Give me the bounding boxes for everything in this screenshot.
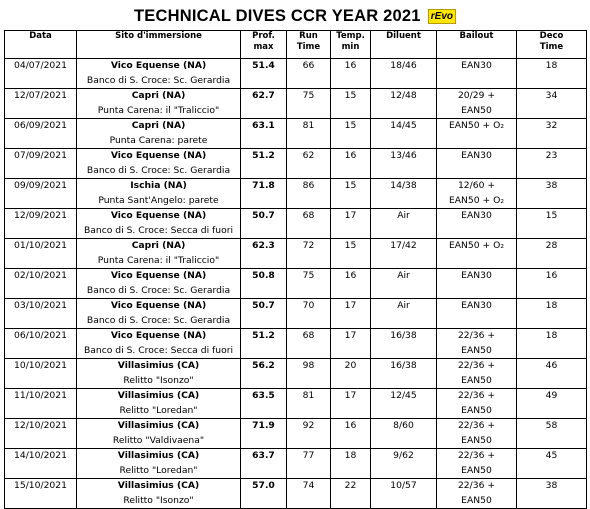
header-row [5, 31, 587, 59]
diluent: 8/60 [371, 419, 437, 449]
bailout [437, 239, 517, 269]
bailout-line-2: EAN50 [461, 404, 492, 416]
min-temp: 17 [331, 389, 371, 419]
site-place: Relitto "Isonzo" [123, 494, 194, 506]
site-place: Punta Carena: il "Traliccio" [97, 254, 220, 266]
site-name: Vico Equense (NA) [110, 270, 207, 281]
bailout-line-1: EAN30 [461, 150, 492, 161]
site-place: Relitto "Loredan" [119, 404, 198, 416]
bailout-line-1: EAN50 + O₂ [448, 120, 505, 131]
dive-date: 04/07/2021 [5, 59, 77, 89]
min-temp: 15 [331, 89, 371, 119]
bailout-line-2: EAN50 [461, 374, 492, 386]
site-name: Capri (NA) [131, 240, 186, 251]
bailout [437, 419, 517, 449]
header-deco-time: Deco Time [517, 31, 587, 59]
bailout-line-2: EAN50 [461, 344, 492, 356]
run-time: 68 [287, 329, 331, 359]
table-row [5, 389, 587, 419]
deco-time: 18 [517, 329, 587, 359]
diluent: Air [371, 209, 437, 239]
bailout [437, 149, 517, 179]
max-depth: 51.4 [241, 59, 287, 89]
table-row [5, 329, 587, 359]
dive-site [77, 179, 241, 209]
site-name: Capri (NA) [131, 90, 186, 101]
header-temp: Temp. min [331, 31, 371, 59]
site-place: Relitto "Isonzo" [123, 374, 194, 386]
min-temp: 15 [331, 119, 371, 149]
table-row [5, 209, 587, 239]
run-time: 70 [287, 299, 331, 329]
min-temp: 17 [331, 209, 371, 239]
min-temp: 20 [331, 359, 371, 389]
dive-date: 15/10/2021 [5, 479, 77, 509]
dive-date: 12/07/2021 [5, 89, 77, 119]
table-row [5, 179, 587, 209]
table-row [5, 119, 587, 149]
site-place: Relitto "Loredan" [119, 464, 198, 476]
bailout-line-2: EAN50 [461, 434, 492, 446]
table-row [5, 59, 587, 89]
deco-time: 18 [517, 299, 587, 329]
dive-date: 14/10/2021 [5, 449, 77, 479]
run-time: 81 [287, 119, 331, 149]
site-name: Villasimius (CA) [117, 450, 200, 461]
table-row [5, 269, 587, 299]
diluent: 9/62 [371, 449, 437, 479]
min-temp: 17 [331, 329, 371, 359]
run-time: 86 [287, 179, 331, 209]
bailout-line-1: 20/29 + [457, 90, 496, 101]
table-row [5, 449, 587, 479]
site-name: Vico Equense (NA) [110, 330, 207, 341]
site-name: Vico Equense (NA) [110, 210, 207, 221]
dive-site [77, 239, 241, 269]
max-depth: 56.2 [241, 359, 287, 389]
dive-date: 09/09/2021 [5, 179, 77, 209]
run-time: 75 [287, 269, 331, 299]
revo-logo: rEvo [428, 9, 456, 24]
bailout-line-1: 22/36 + [457, 420, 496, 431]
deco-time: 58 [517, 419, 587, 449]
bailout [437, 479, 517, 509]
site-name: Ischia (NA) [130, 180, 187, 191]
table-row [5, 299, 587, 329]
bailout [437, 449, 517, 479]
min-temp: 16 [331, 149, 371, 179]
site-place: Banco di S. Croce: Sc. Gerardia [86, 74, 231, 86]
diluent: 12/48 [371, 89, 437, 119]
run-time: 72 [287, 239, 331, 269]
run-time: 74 [287, 479, 331, 509]
dive-site [77, 329, 241, 359]
site-name: Villasimius (CA) [117, 480, 200, 491]
dive-site [77, 389, 241, 419]
site-name: Vico Equense (NA) [110, 60, 207, 71]
dive-date: 07/09/2021 [5, 149, 77, 179]
dive-site [77, 89, 241, 119]
site-name: Capri (NA) [131, 120, 186, 131]
deco-time: 23 [517, 149, 587, 179]
dive-date: 12/09/2021 [5, 209, 77, 239]
dive-date: 02/10/2021 [5, 269, 77, 299]
max-depth: 62.3 [241, 239, 287, 269]
max-depth: 57.0 [241, 479, 287, 509]
site-place: Punta Carena: il "Traliccio" [97, 104, 220, 116]
bailout-line-2: EAN50 [461, 104, 492, 116]
site-place: Banco di S. Croce: Sc. Gerardia [86, 164, 231, 176]
site-place: Banco di S. Croce: Sc. Gerardia [86, 284, 231, 296]
diluent: 16/38 [371, 359, 437, 389]
deco-time: 16 [517, 269, 587, 299]
min-temp: 18 [331, 449, 371, 479]
header-site: Sito d'immersione [77, 31, 241, 59]
min-temp: 15 [331, 179, 371, 209]
site-place: Banco di S. Croce: Secca di fuori [83, 224, 234, 236]
deco-time: 38 [517, 179, 587, 209]
run-time: 68 [287, 209, 331, 239]
site-name: Vico Equense (NA) [110, 300, 207, 311]
bailout [437, 359, 517, 389]
min-temp: 15 [331, 239, 371, 269]
bailout [437, 179, 517, 209]
dive-site [77, 209, 241, 239]
bailout-line-1: 22/36 + [457, 330, 496, 341]
dive-date: 10/10/2021 [5, 359, 77, 389]
min-temp: 22 [331, 479, 371, 509]
bailout-line-1: EAN30 [461, 60, 492, 71]
dive-date: 06/10/2021 [5, 329, 77, 359]
bailout [437, 329, 517, 359]
bailout [437, 269, 517, 299]
deco-time: 34 [517, 89, 587, 119]
diluent: 13/46 [371, 149, 437, 179]
bailout-line-2: EAN50 [461, 464, 492, 476]
max-depth: 50.8 [241, 269, 287, 299]
table-row [5, 149, 587, 179]
deco-time: 38 [517, 479, 587, 509]
site-place: Banco di S. Croce: Sc. Gerardia [86, 314, 231, 326]
max-depth: 62.7 [241, 89, 287, 119]
diluent: Air [371, 269, 437, 299]
diluent: 18/46 [371, 59, 437, 89]
max-depth: 71.9 [241, 419, 287, 449]
min-temp: 16 [331, 59, 371, 89]
dive-date: 01/10/2021 [5, 239, 77, 269]
max-depth: 50.7 [241, 299, 287, 329]
dive-site [77, 149, 241, 179]
max-depth: 50.7 [241, 209, 287, 239]
site-name: Vico Equense (NA) [110, 150, 207, 161]
run-time: 81 [287, 389, 331, 419]
table-row [5, 359, 587, 389]
dive-site [77, 419, 241, 449]
header-diluent: Diluent [371, 31, 437, 59]
site-name: Villasimius (CA) [117, 360, 200, 371]
dive-site [77, 299, 241, 329]
bailout-line-1: EAN30 [461, 210, 492, 221]
deco-time: 15 [517, 209, 587, 239]
deco-time: 32 [517, 119, 587, 149]
diluent: 14/38 [371, 179, 437, 209]
dive-date: 11/10/2021 [5, 389, 77, 419]
bailout [437, 119, 517, 149]
run-time: 62 [287, 149, 331, 179]
bailout-line-1: EAN30 [461, 270, 492, 281]
dive-date: 12/10/2021 [5, 419, 77, 449]
diluent: Air [371, 299, 437, 329]
dive-site [77, 359, 241, 389]
bailout-line-2: EAN50 [461, 494, 492, 506]
dive-site [77, 59, 241, 89]
max-depth: 71.8 [241, 179, 287, 209]
run-time: 77 [287, 449, 331, 479]
table-row [5, 239, 587, 269]
bailout-line-1: 22/36 + [457, 360, 496, 371]
bailout [437, 299, 517, 329]
bailout-line-1: 22/36 + [457, 450, 496, 461]
run-time: 75 [287, 89, 331, 119]
header-depth: Prof. max [241, 31, 287, 59]
dive-date: 03/10/2021 [5, 299, 77, 329]
bailout-line-1: 22/36 + [457, 480, 496, 491]
page-title: TECHNICAL DIVES CCR YEAR 2021 [133, 7, 421, 25]
max-depth: 63.5 [241, 389, 287, 419]
dive-log-table [4, 30, 587, 509]
min-temp: 16 [331, 419, 371, 449]
header-run-time: Run Time [287, 31, 331, 59]
bailout-line-2: EAN50 + O₂ [448, 194, 505, 206]
site-place: Punta Carena: parete [109, 134, 208, 146]
site-name: Villasimius (CA) [117, 420, 200, 431]
deco-time: 46 [517, 359, 587, 389]
diluent: 16/38 [371, 329, 437, 359]
deco-time: 49 [517, 389, 587, 419]
bailout-line-1: EAN30 [461, 300, 492, 311]
bailout [437, 89, 517, 119]
dive-site [77, 269, 241, 299]
diluent: 12/45 [371, 389, 437, 419]
table-row [5, 419, 587, 449]
deco-time: 18 [517, 59, 587, 89]
deco-time: 45 [517, 449, 587, 479]
run-time: 92 [287, 419, 331, 449]
title-bar [0, 6, 590, 26]
bailout-line-1: 22/36 + [457, 390, 496, 401]
min-temp: 17 [331, 299, 371, 329]
dive-date: 06/09/2021 [5, 119, 77, 149]
site-place: Banco di S. Croce: Secca di fuori [83, 344, 234, 356]
max-depth: 51.2 [241, 329, 287, 359]
diluent: 10/57 [371, 479, 437, 509]
bailout-line-1: EAN50 + O₂ [448, 240, 505, 251]
deco-time: 28 [517, 239, 587, 269]
max-depth: 51.2 [241, 149, 287, 179]
dive-site [77, 119, 241, 149]
diluent: 17/42 [371, 239, 437, 269]
site-name: Villasimius (CA) [117, 390, 200, 401]
bailout [437, 389, 517, 419]
table-row [5, 479, 587, 509]
max-depth: 63.7 [241, 449, 287, 479]
diluent: 14/45 [371, 119, 437, 149]
bailout-line-1: 12/60 + [457, 180, 496, 191]
site-place: Punta Sant'Angelo: parete [98, 194, 219, 206]
max-depth: 63.1 [241, 119, 287, 149]
min-temp: 16 [331, 269, 371, 299]
table-row [5, 89, 587, 119]
bailout [437, 59, 517, 89]
bailout [437, 209, 517, 239]
site-place: Relitto "Valdivaena" [112, 434, 205, 446]
header-date: Data [5, 31, 77, 59]
run-time: 66 [287, 59, 331, 89]
dive-site [77, 449, 241, 479]
header-bailout: Bailout [437, 31, 517, 59]
run-time: 98 [287, 359, 331, 389]
dive-site [77, 479, 241, 509]
